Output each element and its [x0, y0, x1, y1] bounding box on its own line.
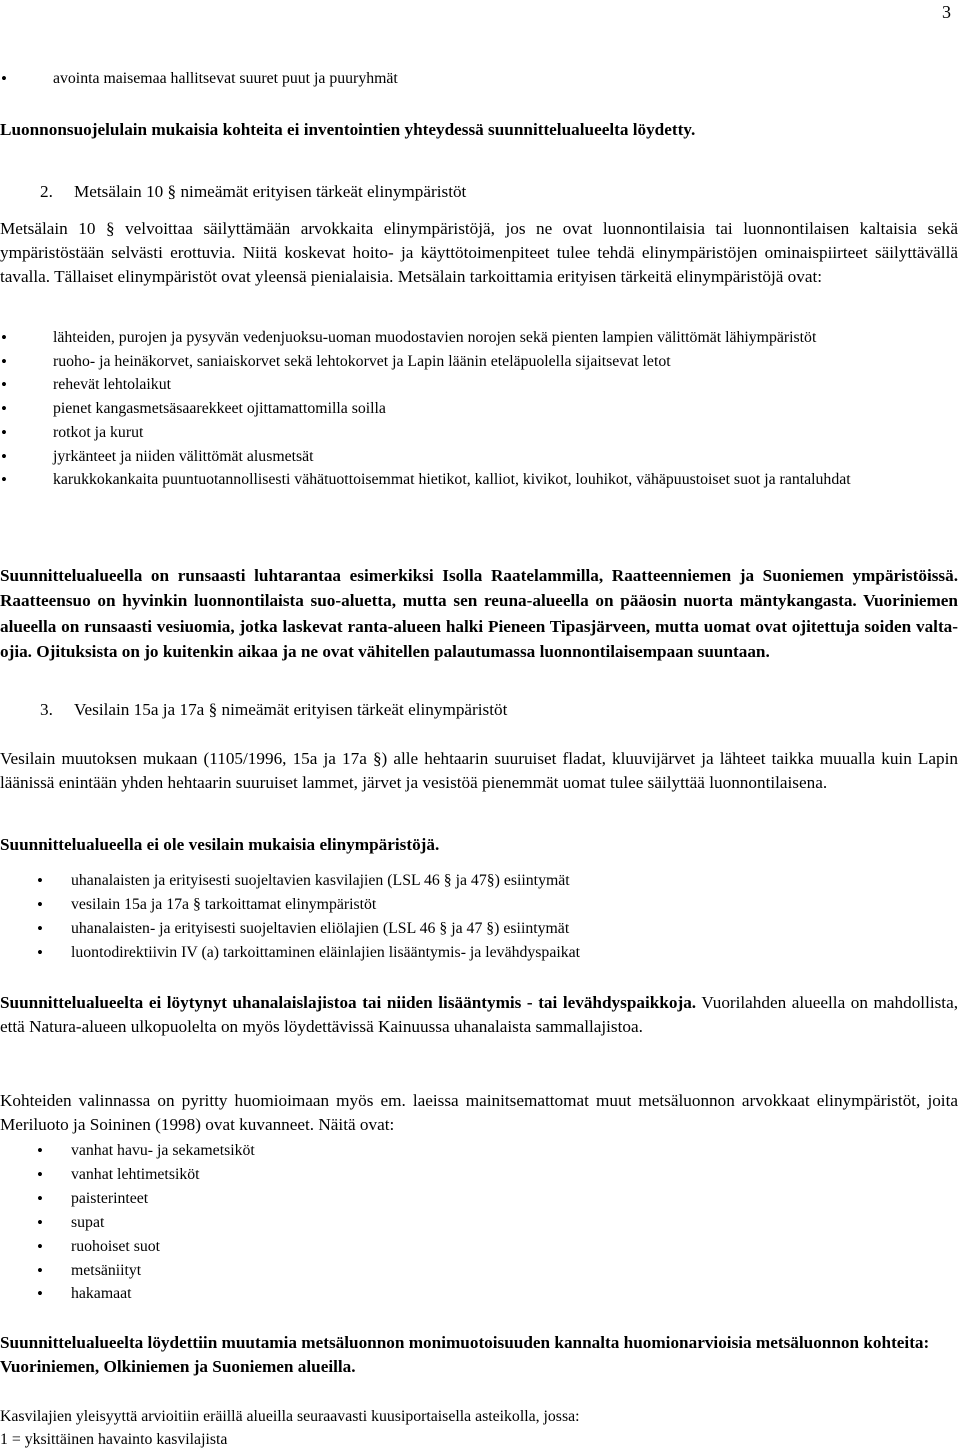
- section-3-heading: [40, 698, 940, 722]
- list-item: • vanhat lehtimetsiköt: [0, 1163, 958, 1187]
- section-2-paragraph: Metsälain 10 § velvoittaa säilyttämään arvokkaita elinympäristöjä, jos ne ovat luonnontilaisia tai luonnontilaisen kaltaisia sekä ympäristöstään selvästi erottuvia. Niitä koskevat hoito- ja käyttötoimenpiteet tulee tehdä elinympäristöjen ominaispiirteet säilyttävällä tavalla. Tällaiset elinympäristöt ovat yleensä pienialaisia. Metsälain tarkoittamia erityisen tärkeitä elinympäristöjä ovat:: [0, 219, 958, 286]
- scale-item-1: 1 = yksittäinen havainto kasvilajista: [0, 1431, 228, 1448]
- section-3-paragraph: Vesilain muutoksen mukaan (1105/1996, 15a ja 17a §) alle hehtaarin suuruiset fladat, kluuvijärvet ja lähteet taikka muualla kuin Lapin läänissä enintään yhden hehtaarin suuruiset lammet, järvet ja vesistöä pienemmät uomat tulee säilyttää luonnontilaisena.: [0, 749, 958, 792]
- page-number: 3: [942, 2, 951, 22]
- species-finding-rest: Vuorilahden alueella on mahdollista, että Natura-alueen ulkopuolelta on myös löydettävissä Kainuussa uhanalaista sammallajistoa.: [0, 993, 959, 1036]
- species-finding-bold: Suunnittelualueelta ei löytynyt uhanalaislajistoa tai niiden lisääntymis - tai levähdyspaikkoja.: [0, 993, 697, 1012]
- list-item: • metsäniityt: [0, 1259, 958, 1283]
- list-item: • luontodirektiivin IV (a) tarkoittaminen eläinlajien lisääntymis- ja levähdyspaikat: [0, 941, 958, 965]
- section-title: Vesilain 15a ja 17a § nimeämät erityisen tärkeät elinympäristöt: [74, 700, 508, 719]
- section-title: Metsälain 10 § nimeämät erityisen tärkeät elinympäristöt: [74, 182, 467, 201]
- habitat-types-list: [0, 326, 958, 492]
- section-number: 3.: [40, 700, 53, 719]
- section-2-heading: [40, 180, 940, 204]
- list-item: • rehevät lehtolaikut: [0, 373, 958, 397]
- list-item: • uhanalaisten- ja erityisesti suojeltavien eliölajien (LSL 46 § ja 47 §) esiintymät: [0, 917, 958, 941]
- diversity-finding: Suunnittelualueelta löydettiin muutamia metsäluonnon monimuotoisuuden kannalta huomionarvioisia metsäluonnon kohteita: Vuoriniemen, Olkiniemen ja Suoniemen alueilla.: [0, 1333, 930, 1376]
- section-number: 2.: [40, 182, 53, 201]
- scale-intro: Kasvilajien yleisyyttä arvioitiin eräillä alueilla seuraavasti kuusiportaisella asteikolla, jossa:: [0, 1408, 580, 1425]
- list-item: • jyrkänteet ja niiden välittömät alusmetsät: [0, 445, 958, 469]
- protected-species-list: [0, 869, 958, 965]
- list-item: • avointa maisemaa hallitsevat suuret puut ja puuryhmät: [0, 67, 958, 91]
- list-item: • uhanalaisten ja erityisesti suojeltavien kasvilajien (LSL 46 § ja 47§) esiintymät: [0, 869, 958, 893]
- list-item: • paisterinteet: [0, 1187, 958, 1211]
- intro-bullet-list: [0, 67, 958, 91]
- list-item: • supat: [0, 1211, 958, 1235]
- luonnonsuojelulaki-note: Luonnonsuojelulain mukaisia kohteita ei inventointien yhteydessä suunnittelualueelta löydetty.: [0, 120, 696, 139]
- list-item: • ruohoiset suot: [0, 1235, 958, 1259]
- selection-paragraph: Kohteiden valinnassa on pyritty huomioimaan myös em. laeissa mainitsemattomat muut metsäluonnon arvokkaat elinympäristöt, joita Meriluoto ja Soininen (1998) ovat kuvanneet. Näitä ovat:: [0, 1091, 958, 1134]
- list-item: • pienet kangasmetsäsaarekkeet ojittamattomilla soilla: [0, 397, 958, 421]
- valuable-habitats-list: [0, 1139, 958, 1306]
- list-item: • vanhat havu- ja sekametsiköt: [0, 1139, 958, 1163]
- section-2-findings: Suunnittelualueella on runsaasti luhtarantaa esimerkiksi Isolla Raatelammilla, Raatteenniemen ja Suoniemen ympäristöissä. Raatteensuo on hyvinkin luonnontilaista suo-aluetta, mutta sen reuna-alueella on pääosin nuorta mäntykangasta. Vuoriniemen alueella on runsaasti vesiuomia, jotka laskevat ranta-alueen halki Pieneen Tipasjärveen, mutta uomat ovat ojitettuja soiden valta-ojia. Ojituksista on jo kuitenkin aikaa ja ne ovat vähitellen palautumassa luonnontilaisempaan suuntaan.: [0, 566, 958, 661]
- list-item: • lähteiden, purojen ja pysyvän vedenjuoksu-uoman muodostavien norojen sekä pienten lampien välittömät lähiympäristöt: [0, 326, 958, 350]
- species-finding-paragraph: [0, 991, 958, 1039]
- list-item: • karukkokankaita puuntuotannollisesti vähätuottoisemmat hietikot, kalliot, kivikot, louhikot, vähäpuustoiset suot ja rantaluhdat: [0, 468, 958, 492]
- section-3-none-found: Suunnittelualueella ei ole vesilain mukaisia elinympäristöjä.: [0, 835, 440, 854]
- list-item: • ruoho- ja heinäkorvet, saniaiskorvet sekä lehtokorvet ja Lapin läänin eteläpuolella sijaitsevat letot: [0, 350, 958, 374]
- list-item: • vesilain 15a ja 17a § tarkoittamat elinympäristöt: [0, 893, 958, 917]
- list-item: • hakamaat: [0, 1282, 958, 1306]
- list-item: • rotkot ja kurut: [0, 421, 958, 445]
